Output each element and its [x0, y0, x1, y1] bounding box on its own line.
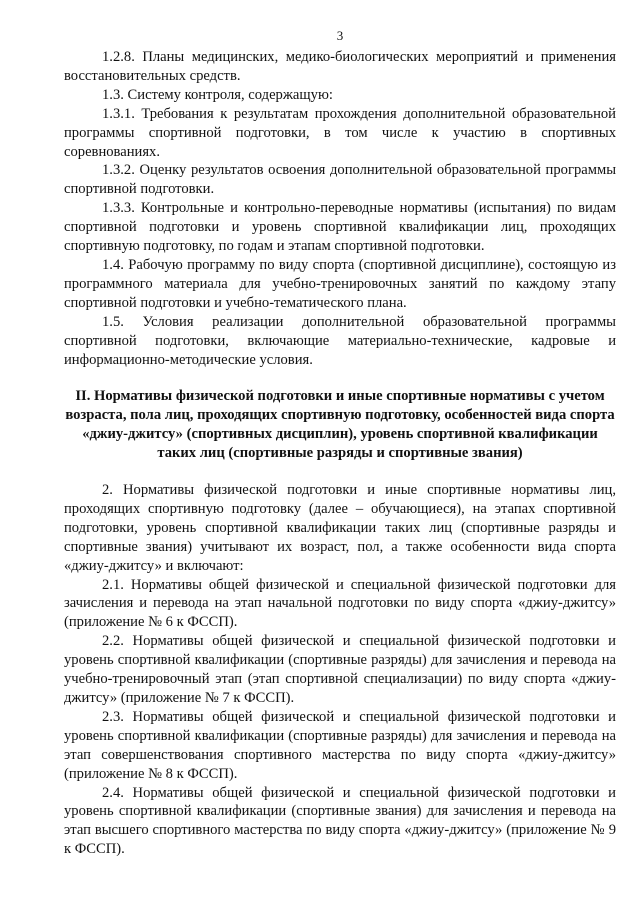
paragraph-1-3-1: 1.3.1. Требования к результатам прохождения дополнительной образовательной программы спортивной подготовки, в том числе к участию в спортивных соревнованиях.: [64, 105, 616, 160]
paragraph-2-4: 2.4. Нормативы общей физической и специальной физической подготовки и уровень спортивной квалификации (спортивные звания) для зачисления и перевода на этап высшего спортивного мастерства по виду спорта «джиу-джитсу» (приложение № 9 к ФССП).: [64, 784, 616, 858]
paragraph-1-5: 1.5. Условия реализации дополнительной образовательной программы спортивной подготовки, включающие материально-технические, кадровые и информационно-методические условия.: [64, 313, 616, 368]
section-heading: II. Нормативы физической подготовки и иные спортивные нормативы с учетом возраста, пола лиц, проходящих спортивную подготовку, особенностей вида спорта «джиу-джитсу» (спортивных дисциплин), уровень спортивной квалификации таких лиц (спортивные разряды и спортивные звания): [65, 388, 615, 462]
paragraph-2-3: 2.3. Нормативы общей физической и специальной физической подготовки и уровень спортивной квалификации (спортивные разряды) для зачисления и перевода на этап совершенствования спортивного мастерства по виду спорта «джиу-джитсу» (приложение № 8 к ФССП).: [64, 708, 616, 782]
paragraph-2-1: 2.1. Нормативы общей физической и специальной физической подготовки для зачисления и перевода на этап начальной подготовки по виду спорта «джиу-джитсу» (приложение № 6 к ФССП).: [64, 576, 616, 631]
paragraph-2-2: 2.2. Нормативы общей физической и специальной физической подготовки и уровень спортивной квалификации (спортивные разряды) для зачисления и перевода на учебно-тренировочный этап (этап спортивной специализации) по виду спорта «джиу-джитсу» (приложение № 7 к ФССП).: [64, 633, 616, 706]
paragraph-2: 2. Нормативы физической подготовки и иные спортивные нормативы лиц, проходящих спортивную подготовку (далее – обучающиеся), на этапах спортивной подготовки, уровень спортивной квалификации таких лиц (спортивные разряды и спортивные звания) учитывают их возраст, пол, а также особенности вида спорта «джиу-джитсу» и включают:: [64, 482, 616, 574]
paragraph-1-3-2: 1.3.2. Оценку результатов освоения дополнительной образовательной программы спортивной подготовки.: [64, 162, 616, 198]
section-spacer-bottom: [64, 463, 616, 481]
section-spacer-top: [64, 369, 616, 387]
paragraph-1-3-3: 1.3.3. Контрольные и контрольно-переводные нормативы (испытания) по видам спортивной подготовки и уровень спортивной квалификации лиц, проходящих спортивную подготовку, по годам и этапам спортивной подготовки.: [64, 200, 616, 255]
paragraph-1-4: 1.4. Рабочую программу по виду спорта (спортивной дисциплине), состоящую из программного материала для учебно-тренировочных занятий по каждому этапу спортивной подготовки и учебно-тематического плана.: [64, 256, 616, 311]
paragraph-1-3: 1.3. Систему контроля, содержащую:: [102, 86, 333, 103]
page-number: 3: [336, 28, 344, 43]
paragraph-1-2-8: 1.2.8. Планы медицинских, медико-биологических мероприятий и применения восстановительных средств.: [64, 49, 616, 84]
